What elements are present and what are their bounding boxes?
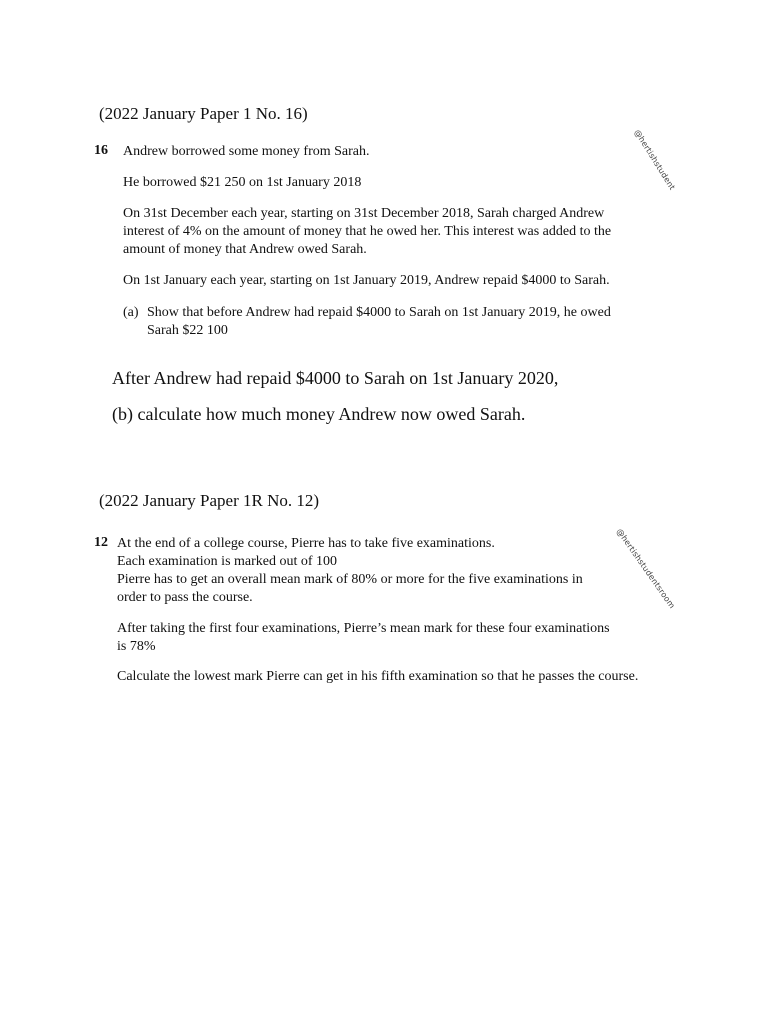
question-16-added-line: After Andrew had repaid $4000 to Sarah on 1st January 2020, <box>112 368 559 388</box>
question-12-line-6: is 78% <box>117 639 156 654</box>
watermark-text-12: @hertishstudentsroom <box>614 527 677 611</box>
question-16-line-6: On 1st January each year, starting on 1st January 2019, Andrew repaid $4000 to Sarah. <box>123 273 610 288</box>
question-16-part-b: (b) calculate how much money Andrew now owed Sarah. <box>112 404 526 424</box>
question-12-line-2: Each examination is marked out of 100 <box>117 554 338 569</box>
question-12-line-1: At the end of a college course, Pierre has to take five examinations. <box>117 536 495 551</box>
question-12-number: 12 <box>94 535 108 550</box>
question-16-line-5: amount of money that Andrew owed Sarah. <box>123 242 367 257</box>
question-12-line-3: Pierre has to get an overall mean mark of 80% or more for the five examinations in <box>117 572 583 587</box>
question-16-line-3: On 31st December each year, starting on 31st December 2018, Sarah charged Andrew <box>123 206 605 221</box>
question-12-line-4: order to pass the course. <box>117 590 253 605</box>
watermark-text-16: @hertishstudent <box>632 128 677 192</box>
question-16-number: 16 <box>94 143 108 158</box>
question-16-source: (2022 January Paper 1 No. 16) <box>99 104 308 123</box>
question-12-source: (2022 January Paper 1R No. 12) <box>99 491 320 510</box>
question-12-line-5: After taking the first four examinations, Pierre’s mean mark for these four examinations <box>117 621 610 636</box>
question-12-line-7: Calculate the lowest mark Pierre can get in his fifth examination so that he passes the course. <box>117 669 639 684</box>
question-16-line-1: Andrew borrowed some money from Sarah. <box>123 144 370 159</box>
question-16-line-2: He borrowed $21 250 on 1st January 2018 <box>123 175 362 190</box>
question-16-part-a-line-2: Sarah $22 100 <box>147 323 228 338</box>
question-16-line-4: interest of 4% on the amount of money that he owed her. This interest was added to the <box>123 224 612 239</box>
question-16-part-a-line-1: Show that before Andrew had repaid $4000 to Sarah on 1st January 2019, he owed <box>147 305 611 320</box>
question-16-part-a-label: (a) <box>123 305 139 320</box>
